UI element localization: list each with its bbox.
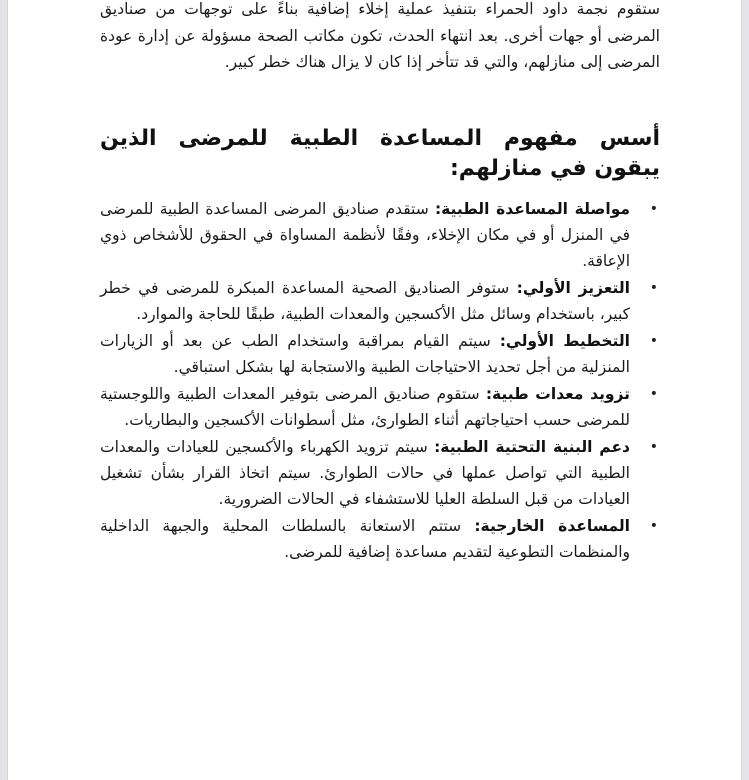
list-item [100,196,658,274]
document-page [7,0,742,780]
item-term: المساعدة الخارجية: [474,516,630,535]
list-item [100,328,658,380]
bullet-icon: • [649,200,658,217]
item-term: التخطيط الأولي: [499,331,630,350]
item-text: سيتم تزويد الكهرباء والأكسجين للعيادات والمعدات الطبية التي تواصل عملها في حالات الطوارئ. سيتم اتخاذ القرار بشأن تشغيل العيادات من قبل السلطة العليا للاستشفاء في الحالات الضرورية. [100,437,630,508]
intro-paragraph: ستقوم نجمة داود الحمراء بتنفيذ عملية إخلاء إضافية بناءً على توجهات من صناديق المرضى أو جهات أخرى. بعد انتهاء الحدث، تكون مكاتب الصحة مسؤولة عن إدارة عودة المرضى إلى منازلهم، والتي قد تتأخر إذا كان لا يزال هناك خطر كبير. [100,0,660,71]
bullet-icon: • [649,279,658,296]
item-text: ستقوم صناديق المرضى بتوفير المعدات الطبية واللوجستية للمرضى حسب احتياجاتهم أثناء الطوارئ، مثل أسطوانات الأكسجين والبطاريات. [100,384,630,429]
principles-list [100,196,660,565]
item-text: سيتم القيام بمراقبة واستخدام الطب عن بعد أو الزيارات المنزلية من أجل تحديد الاحتياجات الطبية والاستجابة لها بشكل استباقي. [100,331,630,376]
bullet-icon: • [649,438,658,455]
document-content [100,0,660,566]
item-text: ستوفر الصناديق الصحية المساعدة المبكرة للمرضى في خطر كبير، باستخدام وسائل مثل الأكسجين والمعدات الطبية، طبقًا للحاجة والموارد. [100,278,630,323]
list-item [100,434,658,512]
item-term: التعزيز الأولي: [516,278,630,297]
list-item [100,513,658,565]
section-heading: أسس مفهوم المساعدة الطبية للمرضى الذين يبقون في منازلهم: [100,125,660,181]
bullet-icon: • [649,385,658,402]
item-text: ستقدم صناديق المرضى المساعدة الطبية للمرضى في المنزل أو في مكان الإخلاء، وفقًا لأنظمة المساواة في الحقوق للأشخاص ذوي الإعاقة. [100,199,630,270]
bullet-icon: • [649,517,658,534]
item-text: ستتم الاستعانة بالسلطات المحلية والجبهة الداخلية والمنظمات التطوعية لتقديم مساعدة إضافية للمرضى. [100,516,630,561]
item-term: دعم البنية التحتية الطبية: [434,437,630,456]
list-item [100,381,658,433]
list-item [100,275,658,327]
item-term: تزويد معدات طبية: [485,384,630,403]
bullet-icon: • [649,332,658,349]
item-term: مواصلة المساعدة الطبية: [434,199,631,218]
